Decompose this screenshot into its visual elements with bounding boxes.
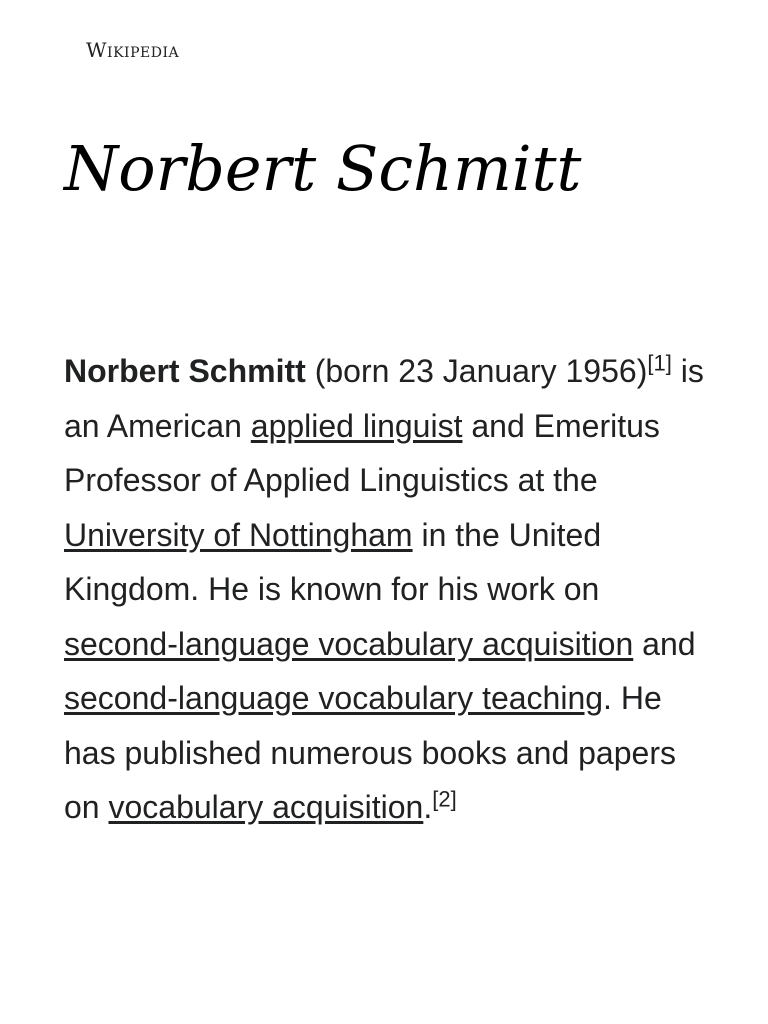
lead-text-3: and Emeritus Professor of Applied Linguistics at the bbox=[64, 407, 660, 498]
wikipedia-wordmark[interactable]: Wikipedia bbox=[86, 38, 180, 62]
lead-text-1: (born 23 January 1956) bbox=[305, 353, 648, 389]
lead-paragraph bbox=[64, 344, 714, 835]
lead-text-4: in the United Kingdom. He is known for his work on bbox=[64, 516, 602, 607]
reference-1 bbox=[647, 350, 671, 375]
link-vocabulary-acquisition[interactable]: vocabulary acquisition bbox=[108, 789, 424, 825]
lead-text-5: and bbox=[633, 625, 696, 662]
lead-text-2: is an American bbox=[64, 353, 704, 444]
reference-link-2[interactable]: [2] bbox=[432, 786, 457, 812]
lead-text-7: . bbox=[423, 789, 433, 825]
link-university-of-nottingham[interactable]: University of Nottingham bbox=[64, 516, 413, 553]
lead-text-6: . He has published numerous books and papers on bbox=[64, 680, 676, 825]
link-applied-linguist[interactable]: applied linguist bbox=[250, 407, 463, 444]
link-second-language-vocabulary-acquisition[interactable]: second-language vocabulary acquisition bbox=[64, 625, 634, 662]
reference-2 bbox=[432, 786, 456, 811]
page-title: Norbert Schmitt bbox=[64, 132, 582, 205]
reference-link-1[interactable]: [1] bbox=[647, 350, 672, 376]
link-second-language-vocabulary-teaching[interactable]: second-language vocabulary teaching bbox=[64, 680, 604, 716]
article-subject: Norbert Schmitt bbox=[64, 353, 306, 389]
